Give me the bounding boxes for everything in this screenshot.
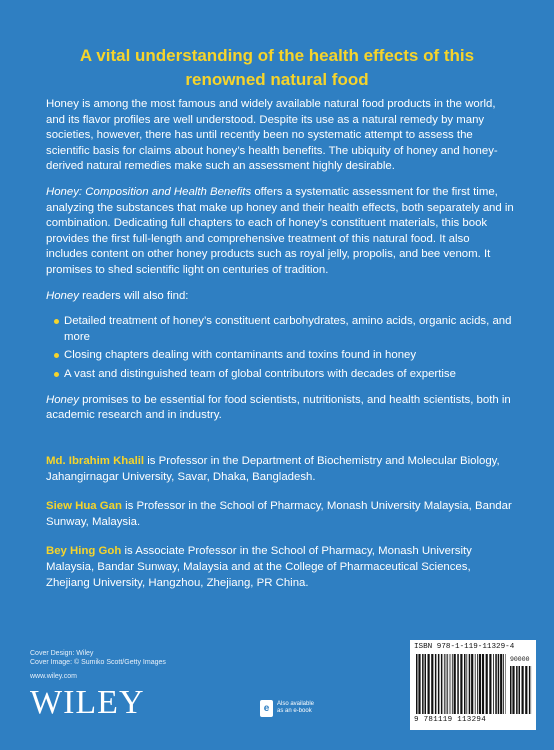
barcode-bar [506,654,507,714]
barcode-bar [469,654,471,714]
price-barcode-bars [510,666,532,714]
barcode-bars [416,654,506,714]
barcode-bar [454,654,456,714]
barcode-bar [457,654,459,714]
description [46,97,514,434]
cover-design-credit: Cover Design: Wiley [30,650,94,657]
author-bio [46,544,514,591]
honey-italic: Honey [46,289,79,302]
paragraph-readers-text: readers will also find: [78,289,189,302]
barcode-bar [466,654,467,714]
wiley-logo: WILEY [30,684,145,721]
price-code: 90000 [510,656,530,663]
barcode-bar [529,666,531,714]
barcode-bar [460,654,462,714]
barcode-bar [489,654,491,714]
ebook-line-1: Also available [277,701,315,707]
barcode-bar [519,666,521,714]
isbn-text: ISBN 978-1-119-11329-4 [414,643,515,651]
paragraph-readers [46,289,514,305]
barcode-bar [450,654,451,714]
barcode-bar [435,654,437,714]
author-bio-text: is Professor in the School of Pharmacy, Monash University Malaysia, Bandar Sunway, Malaysia. [46,500,512,528]
barcode-bar [498,654,500,714]
honey-italic: Honey [46,393,79,406]
paragraph-overview [46,185,514,279]
headline-line-2: renowned natural food [185,70,369,89]
barcode-bar [471,654,473,714]
barcode [410,640,536,730]
barcode-bar [431,654,433,714]
barcode-bar [512,666,514,714]
headline [40,44,514,92]
barcode-bar [416,654,418,714]
paragraph-closing [46,393,514,424]
barcode-bar [428,654,430,714]
barcode-bar [522,666,524,714]
barcode-bar [446,654,447,714]
ebook-badge [260,700,320,720]
barcode-bar [418,654,420,714]
author-bio-text: is Associate Professor in the School of Pharmacy, Monash University Malaysia, Bandar Sunway, Malaysia and at the College of Pharmaceutical Sciences, Zhejiang University, Hangzhou, Zhejiang, PR China. [46,545,472,589]
barcode-bar [452,654,453,714]
author-name: Siew Hua Gan [46,500,122,513]
barcode-bar [500,654,502,714]
headline-line-1: A vital understanding of the health effects of this [79,46,475,65]
barcode-bar [482,654,484,714]
barcode-bar [475,654,476,714]
barcode-bar [486,654,488,714]
author-bios [46,454,514,605]
cover-credits [30,649,166,667]
barcode-bar [495,654,497,714]
list-item: Closing chapters dealing with contaminants and toxins found in honey [56,348,514,364]
barcode-bar [525,666,527,714]
barcode-bar [510,666,512,714]
barcode-digits: 9 781119 113294 [414,716,487,724]
barcode-bar [493,654,494,714]
author-bio-text: is Professor in the Department of Biochemistry and Molecular Biology, Jahangirnagar University, Savar, Dhaka, Bangladesh. [46,455,500,483]
barcode-bar [479,654,481,714]
publisher-url: www.wiley.com [30,673,77,680]
barcode-bar [447,654,448,714]
author-bio [46,454,514,485]
list-item: Detailed treatment of honey’s constituent carbohydrates, amino acids, organic acids, and more [56,314,514,345]
barcode-bar [438,654,440,714]
ebook-text [277,701,314,715]
paragraph-intro: Honey is among the most famous and widely available natural food products in the world, and its flavor profiles are well understood. Despite its use as a natural remedy by many societies, however, there has until recently been no systematic attempt to assess the scientific basis for claims about honey’s health benefits. The ubiquity of honey and honey-derived natural remedies make such an assessment highly desirable. [46,98,498,173]
author-name: Md. Ibrahim Khalil [46,455,145,467]
cover-image-credit: Cover Image: © Sumiko Scott/Getty Images [30,659,166,666]
barcode-bar [425,654,427,714]
barcode-bar [464,654,466,714]
book-title-italic: Honey: Composition and Health Benefits [46,185,252,198]
author-bio [46,499,514,530]
barcode-bar [441,654,443,714]
barcode-bar [422,654,424,714]
barcode-bar [444,654,445,714]
author-name: Bey Hing Goh [46,545,122,558]
ebook-icon: e [260,700,273,717]
list-item: A vast and distinguished team of global contributors with decades of expertise [56,367,514,383]
paragraph-closing-text: promises to be essential for food scientists, nutritionists, and health scientists, both in academic research and in industry. [46,393,511,422]
barcode-bar [477,654,478,714]
feature-list [46,314,514,382]
paragraph-overview-text: offers a systematic assessment for the first time, analyzing the substances that make up honey and their health effects, both separately and in combination. Dedicating full chapters to each of honey’s constituent materials, this book provides the first full-length and comprehensive treatment of this natural food. It also includes content on other honey products such as royal jelly, propolis, and bee venom. It promises to shed scientific light on centuries of tradition. [46,185,514,276]
barcode-bar [516,666,518,714]
barcode-bar [503,654,504,714]
ebook-line-2: as an e-book [277,708,312,714]
